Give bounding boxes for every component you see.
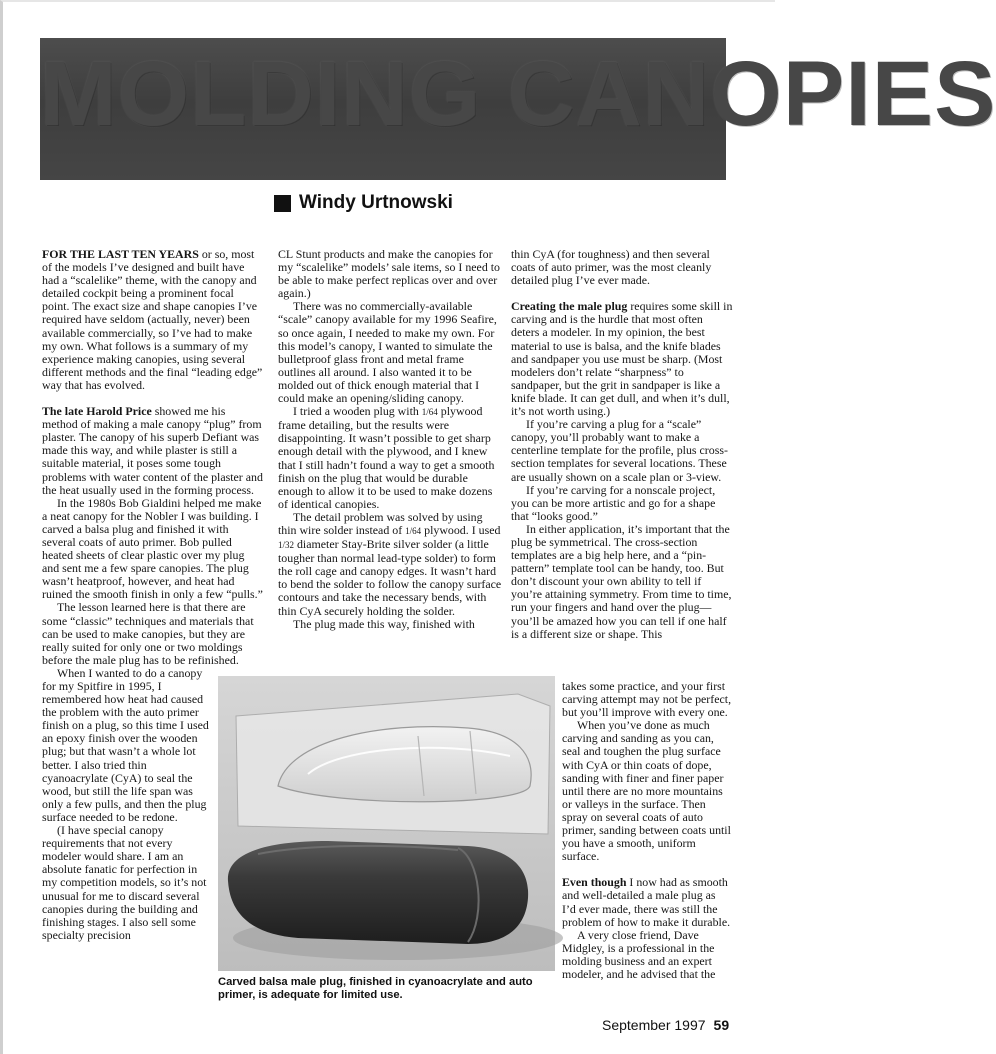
paragraph-text: plywood frame detailing, but the results were disappointing. It wasn’t possible to get sharp enough detail with the plywood, and I knew that I still hadn’t found a way to get a smooth finish on the plug that would be durable enough to allow it to be used to make dozens of identical canopies.: [278, 404, 495, 511]
paragraph-text: I now had as smooth and well-detailed a male plug as I’d ever made, there was still the problem of how to make it durable.: [562, 875, 731, 929]
paragraph: The plug made this way, finished with: [293, 616, 475, 631]
article-column-3: [511, 248, 733, 641]
paragraph-text: or so, most of the models I’ve designed and built have had a “scalelike” theme, with the canopy and detailed cockpit being a prominent focal point. The exact size and shape canopies I’ve required have seldom (actually, never) been available commercially, so I’ve had to make my own. What follows is a summary of my experience making canopies, using several different methods and the final “leading edge” way that has evolved.: [42, 247, 263, 392]
issue-date: September 1997: [602, 1017, 706, 1033]
paragraph: [42, 405, 264, 497]
fraction: 1/32: [278, 540, 295, 551]
paragraph-text: diameter Stay-Brite silver solder (a little tougher than normal lead-type solder) to form the roll cage and canopy edges. It wasn’t hard to bend the solder to follow the canopy surface contours and take the necessary bends, with thin CyA securely holding the solder.: [278, 537, 502, 618]
page-number: 59: [713, 1017, 730, 1033]
paragraph: [278, 405, 502, 511]
article-title: MOLDING CANOPIES: [40, 43, 996, 145]
paragraph: If you’re carving a plug for a “scale” canopy, you’ll probably want to make a centerline template for the profile, plus cross-section templates for several locations. These are usually shown on a scale plan or 3-view.: [511, 417, 728, 484]
paragraph-text: I tried a wooden plug with: [293, 404, 422, 419]
paragraph: [511, 300, 733, 418]
fraction: 1/64: [421, 407, 438, 418]
byline: [274, 190, 453, 216]
paragraph: When I wanted to do a canopy for my Spitfire in 1995, I remembered how heat had caused the problem with the auto primer finish on a plug, so this time I used an epoxy finish over the wooden plug; but that wasn’t a whole lot better. I also tried thin cyanoacrylate (CyA) to seal the wood, but still the life span was only a few pulls, and then the plug surface needed to be redone.: [42, 665, 209, 824]
paragraph: CL Stunt products and make the canopies for my “scalelike” models’ sale items, so I need to be able to make perfect replicas over and over again.): [278, 247, 500, 301]
article-column-3-continued: [562, 680, 732, 981]
page-footer: [602, 1017, 729, 1033]
paragraph: (I have special canopy requirements that not every modeler would share. I am an absolute fanatic for perfection in my competition models, so it’s not unusual for me to discard several canopies during the building and finishing stages. I also sell some specialty precision: [42, 823, 207, 942]
paragraph: When you’ve done as much carving and sanding as you can, seal and toughen the plug surface with CyA or thin coats of dope, sanding with finer and finer paper until there are no more mountains or valleys in the surface. Then spray on several coats of auto primer, sanding between coats until you have a smooth, uniform surface.: [562, 718, 731, 864]
canopy-plug-photo: [218, 676, 555, 971]
lead-in: The late Harold Price: [42, 404, 152, 419]
lead-in: FOR THE LAST TEN YEARS: [42, 247, 199, 261]
paragraph-text: plywood. I used: [421, 522, 501, 537]
paragraph-text: showed me his method of making a male canopy “plug” from plaster. The canopy of his superb Defiant was made this way, and while plaster is still a suitable material, it poses some tough problems with water content of the plaster and the heat usually used in the forming process.: [42, 404, 263, 497]
photo-caption: Carved balsa male plug, finished in cyanoacrylate and auto primer, is adequate for limited use.: [218, 976, 533, 1001]
article-column-2: [278, 248, 502, 631]
paragraph: [42, 248, 264, 392]
author-name: Windy Urtnowski: [299, 192, 453, 213]
paragraph: [562, 876, 732, 928]
byline-square-icon: [274, 195, 291, 212]
photo-illustration: [218, 676, 555, 971]
lead-in: Even though: [562, 875, 627, 890]
paragraph: There was no commercially-available “scale” canopy available for my 1996 Seafire, so once again, I needed to make my own. For this model’s canopy, I wanted to simulate the bulletproof glass front and metal frame outlines all around. I also wanted it to be molded out of thick enough material that I could make an opening/sliding canopy.: [278, 299, 497, 406]
paragraph-text: The detail problem was solved by using thin wire solder instead of: [278, 509, 483, 537]
paragraph: A very close friend, Dave Midgley, is a professional in the molding business and an expert modeler, and he advised that the: [562, 927, 716, 981]
paragraph: [278, 511, 502, 618]
fraction: 1/64: [405, 525, 422, 536]
paragraph: The lesson learned here is that there are some “classic” techniques and materials that can be used to make canopies, but they are really suited for only one or two moldings before the male plug has to be refinished.: [42, 600, 254, 667]
paragraph: takes some practice, and your first carving attempt may not be perfect, but you’ll improve with every one.: [562, 679, 732, 720]
paragraph: In the 1980s Bob Gialdini helped me make a neat canopy for the Nobler I was building. I carved a balsa plug and finished it with several coats of auto primer. Bob pulled heated sheets of clear plastic over my plug and sent me a few spare canopies. The plug wasn’t heatproof, however, and heat had ruined the smooth finish in only a few “pulls.”: [42, 495, 263, 602]
title-banner: [40, 38, 996, 180]
paragraph: In either application, it’s important that the plug be symmetrical. The cross-section templates are a big help here, and a “pin-pattern” template tool can be handy, too. But don’t discount your own ability to tell if you’re attaining symmetry. From time to time, run your fingers and hand over the plug—you’ll be amazed how you can tell if one half is a different size or shape. This: [511, 521, 732, 641]
lead-in: Creating the male plug: [511, 299, 628, 314]
paragraph: thin CyA (for toughness) and then several coats of auto primer, was the most cleanly detailed plug I’ve ever made.: [511, 247, 712, 288]
paragraph: If you’re carving for a nonscale project, you can be more artistic and go for a shape that “looks good.”: [511, 482, 716, 523]
paragraph-text: requires some skill in carving and is the hurdle that most often deters a modeler. In my opinion, the best material to use is balsa, and the knife blades and sandpaper you use must be sharp. (Most modelers don’t relate “sharpness” to sandpaper, but the grit in sandpaper is like a knife blade. It can get dull, and when it’s dull, it’s not worth using.): [511, 299, 733, 419]
